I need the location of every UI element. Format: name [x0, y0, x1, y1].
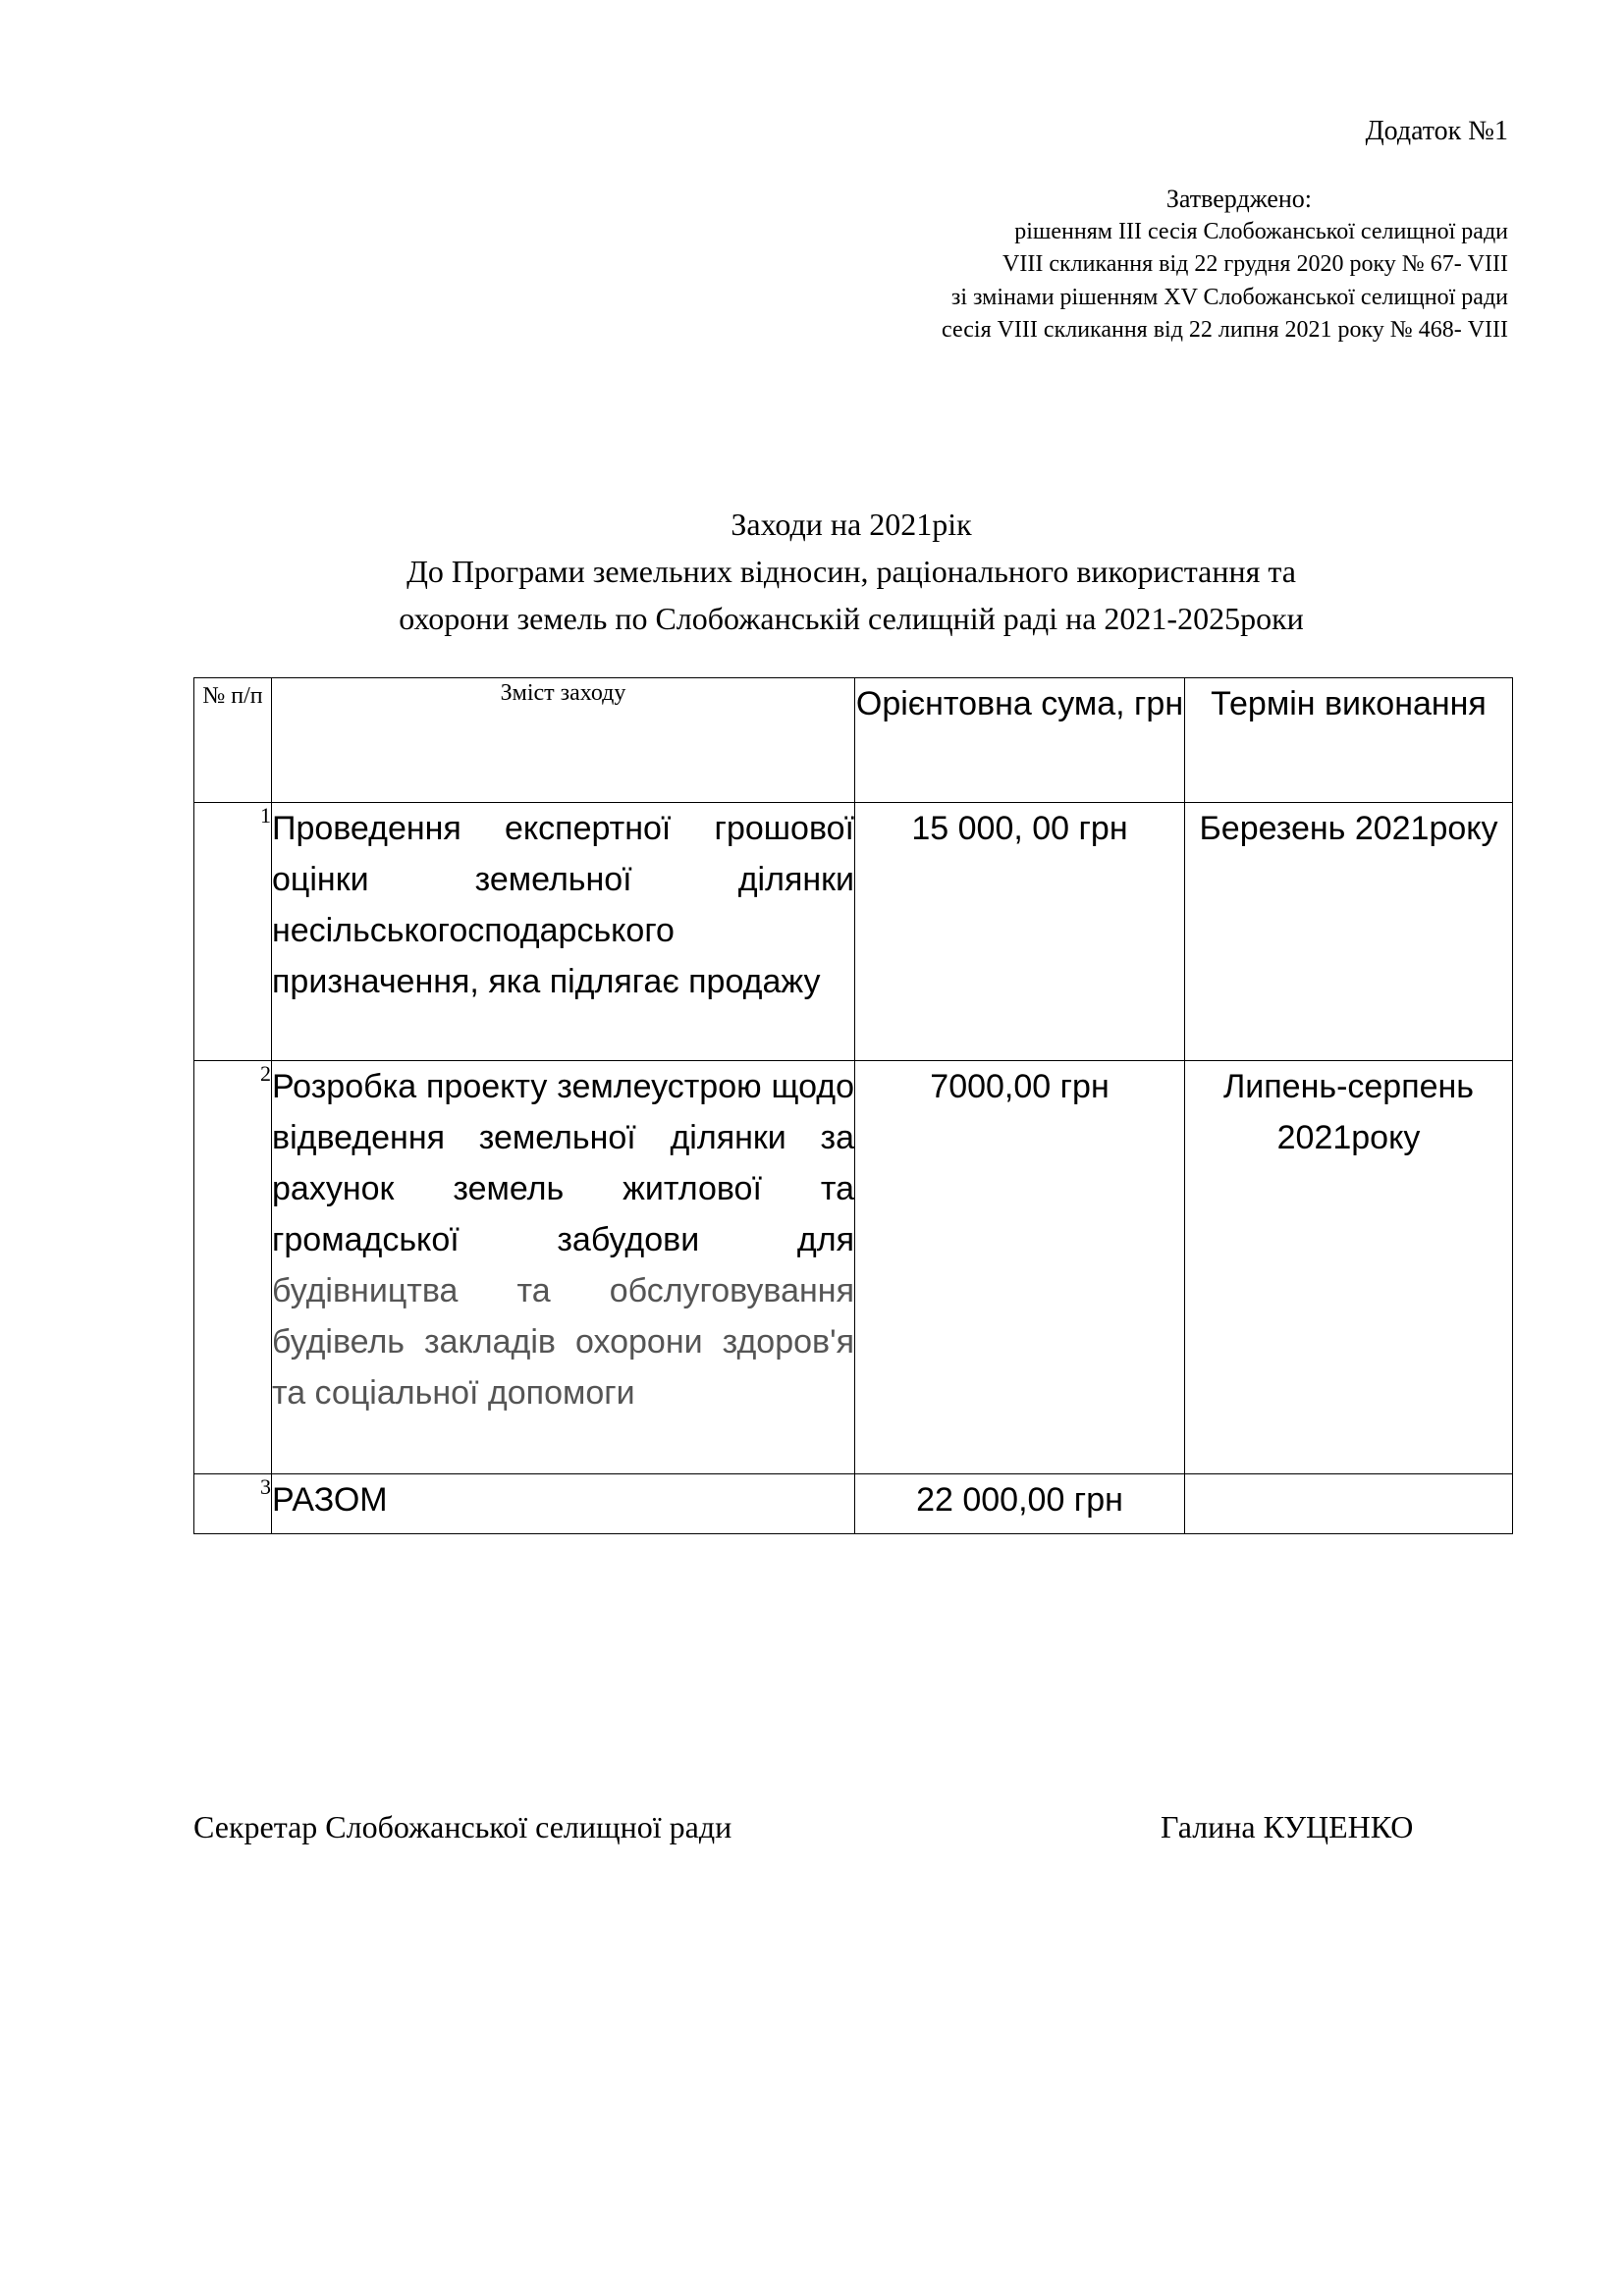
document-title [196, 501, 1506, 642]
row-content-rest: будівництва та обслуговування будівель закладів охорони здоров'я та соціальної допомоги [272, 1272, 854, 1412]
row-term: Липень-серпень 2021року [1185, 1061, 1513, 1474]
row-num: 3 [194, 1474, 272, 1534]
title-line: Заходи на 2021рік [731, 507, 972, 542]
signature-position: Секретар Слобожанської селищної ради [193, 1809, 732, 1844]
row-num: 1 [194, 803, 272, 1061]
header-num: № п/п [194, 678, 272, 803]
row-num: 2 [194, 1061, 272, 1474]
table-total-row [194, 1474, 1513, 1534]
title-line: охорони земель по Слобожанській селищній раді на 2021-2025роки [399, 601, 1304, 636]
row-sum: 22 000,00 грн [855, 1474, 1185, 1534]
table-header-row [194, 678, 1513, 803]
table-row [194, 1061, 1513, 1474]
header-content: Зміст заходу [272, 678, 855, 803]
row-sum: 15 000, 00 грн [855, 803, 1185, 1061]
row-term: Березень 2021року [1185, 803, 1513, 1061]
appendix-label: Додаток №1 [1365, 116, 1508, 146]
header-term: Термін виконання [1185, 678, 1513, 803]
approval-block [942, 183, 1508, 347]
row-content [272, 1061, 855, 1474]
signature-block [193, 1809, 1470, 1845]
table-row [194, 803, 1513, 1061]
header-sum: Орієнтовна сума, грн [855, 678, 1185, 803]
signature-name: Галина КУЦЕНКО [1161, 1809, 1414, 1844]
measures-table [193, 677, 1513, 1534]
decision-line: зі змінами рішенням XV Слобожанської селищної ради [950, 284, 1508, 310]
row-content-main: Розробка проекту землеустрою щодо відведення земельної ділянки за рахунок земель житлової та громадської забудови для [272, 1068, 854, 1258]
decision-line: VIII скликання від 22 грудня 2020 року № 67- VIII [1002, 251, 1508, 277]
title-line: До Програми земельних відносин, раціонального використання та [406, 554, 1296, 589]
decision-line: рішенням ІІІ сесія Слобожанської селищної ради [1014, 218, 1508, 244]
decision-line: сесія VIII скликання від 22 липня 2021 року № 468- VIII [942, 317, 1508, 343]
row-content: РАЗОМ [272, 1474, 855, 1534]
row-content: Проведення експертної грошової оцінки земельної ділянки несільськогосподарського призначення, яка підлягає продажу [272, 803, 855, 1061]
row-sum: 7000,00 грн [855, 1061, 1185, 1474]
approved-label: Затверджено: [1165, 185, 1312, 213]
row-term [1185, 1474, 1513, 1534]
